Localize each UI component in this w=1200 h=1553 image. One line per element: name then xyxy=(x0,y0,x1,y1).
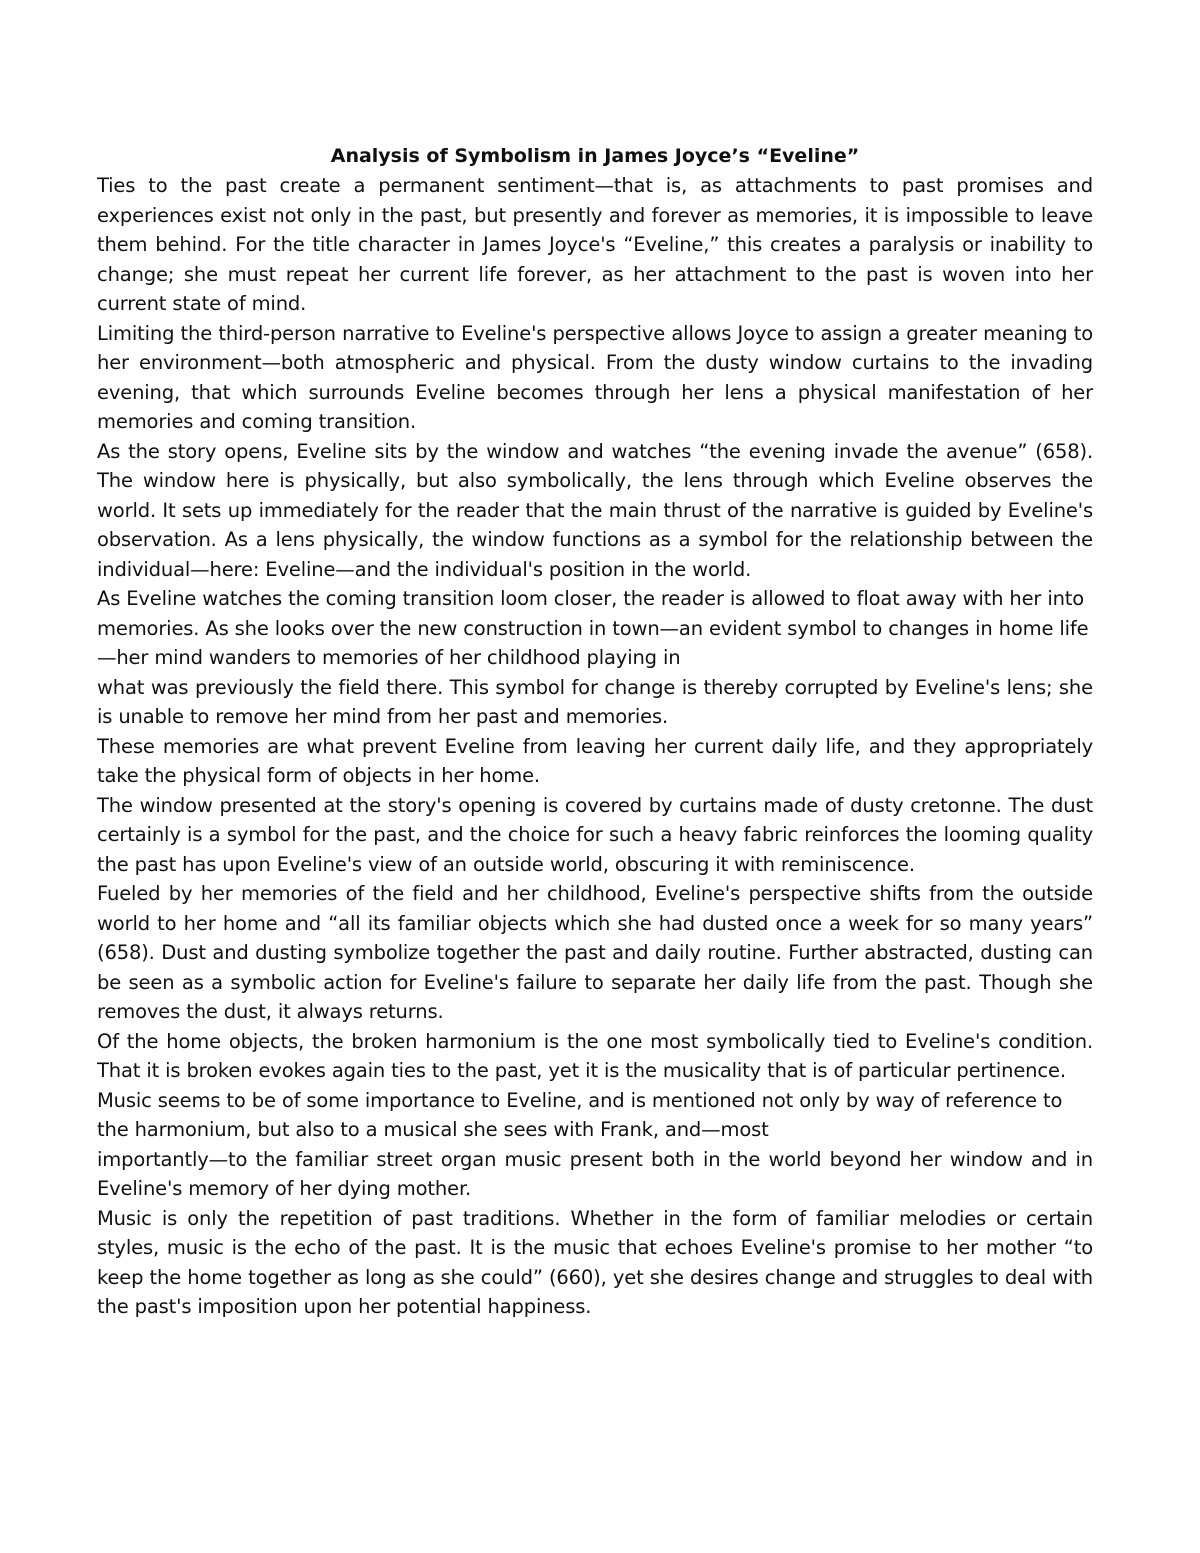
document-body xyxy=(97,142,1093,1322)
paragraph: As the story opens, Eveline sits by the window and watches “the evening invade the avenue” (658). The window here is physically, but also symbolically, the lens through which Eveline observes the world. It sets up immediately for the reader that the main thrust of the narrative is guided by Eveline's observation. As a lens physically, the window functions as a symbol for the relationship between the individual—here: Eveline—and the individual's position in the world. xyxy=(97,439,1093,581)
paragraph: Music is only the repetition of past traditions. Whether in the form of familiar melodies or certain styles, music is the echo of the past. It is the music that echoes Eveline's promise to her mother “to keep the home together as long as she could” (660), yet she desires change and struggles to deal with the past's imposition upon her potential happiness. xyxy=(97,1206,1093,1319)
paragraph: Music seems to be of some importance to Eveline, and is mentioned not only by way of reference to the harmonium, but also to a musical she sees with Frank, and—most xyxy=(97,1088,1063,1142)
paragraph: These memories are what prevent Eveline from leaving her current daily life, and they appropriately take the physical form of objects in her home. xyxy=(97,734,1093,788)
paragraph: As Eveline watches the coming transition loom closer, the reader is allowed to float away with her into memories. As she looks over the new construction in town—an evident symbol to changes in home life—her mind wanders to memories of her childhood playing in xyxy=(97,587,1089,670)
paragraph: Ties to the past create a permanent sentiment—that is, as attachments to past promises and experiences exist not only in the past, but presently and forever as memories, it is impossible to leave them behind. For the title character in James Joyce's “Eveline,” this creates a paralysis or inability to change; she must repeat her current life forever, as her attachment to the past is woven into her current state of mind. xyxy=(97,174,1093,316)
paragraph: Limiting the third-person narrative to Eveline's perspective allows Joyce to assign a greater meaning to her environment—both atmospheric and physical. From the dusty window curtains to the invading evening, that which surrounds Eveline becomes through her lens a physical manifestation of her memories and coming transition. xyxy=(97,321,1093,434)
paragraph: Fueled by her memories of the field and her childhood, Eveline's perspective shifts from the outside world to her home and “all its familiar objects which she had dusted once a week for so many years” (658). Dust and dusting symbolize together the past and daily routine. Further abstracted, dusting can be seen as a symbolic action for Eveline's failure to separate her daily life from the past. Though she removes the dust, it always returns. xyxy=(97,882,1093,1024)
document-title: Analysis of Symbolism in James Joyce’s “Eveline” xyxy=(330,145,860,167)
paragraph: Of the home objects, the broken harmonium is the one most symbolically tied to Eveline's condition. That it is broken evokes again ties to the past, yet it is the musicality that is of particular pertinence. xyxy=(97,1029,1093,1083)
paragraph: The window presented at the story's opening is covered by curtains made of dusty cretonne. The dust certainly is a symbol for the past, and the choice for such a heavy fabric reinforces the looming quality the past has upon Eveline's view of an outside world, obscuring it with reminiscence. xyxy=(97,793,1093,876)
paragraph: importantly—to the familiar street organ music present both in the world beyond her window and in Eveline's memory of her dying mother. xyxy=(97,1147,1093,1201)
paragraph: what was previously the field there. This symbol for change is thereby corrupted by Eveline's lens; she is unable to remove her mind from her past and memories. xyxy=(97,675,1093,729)
